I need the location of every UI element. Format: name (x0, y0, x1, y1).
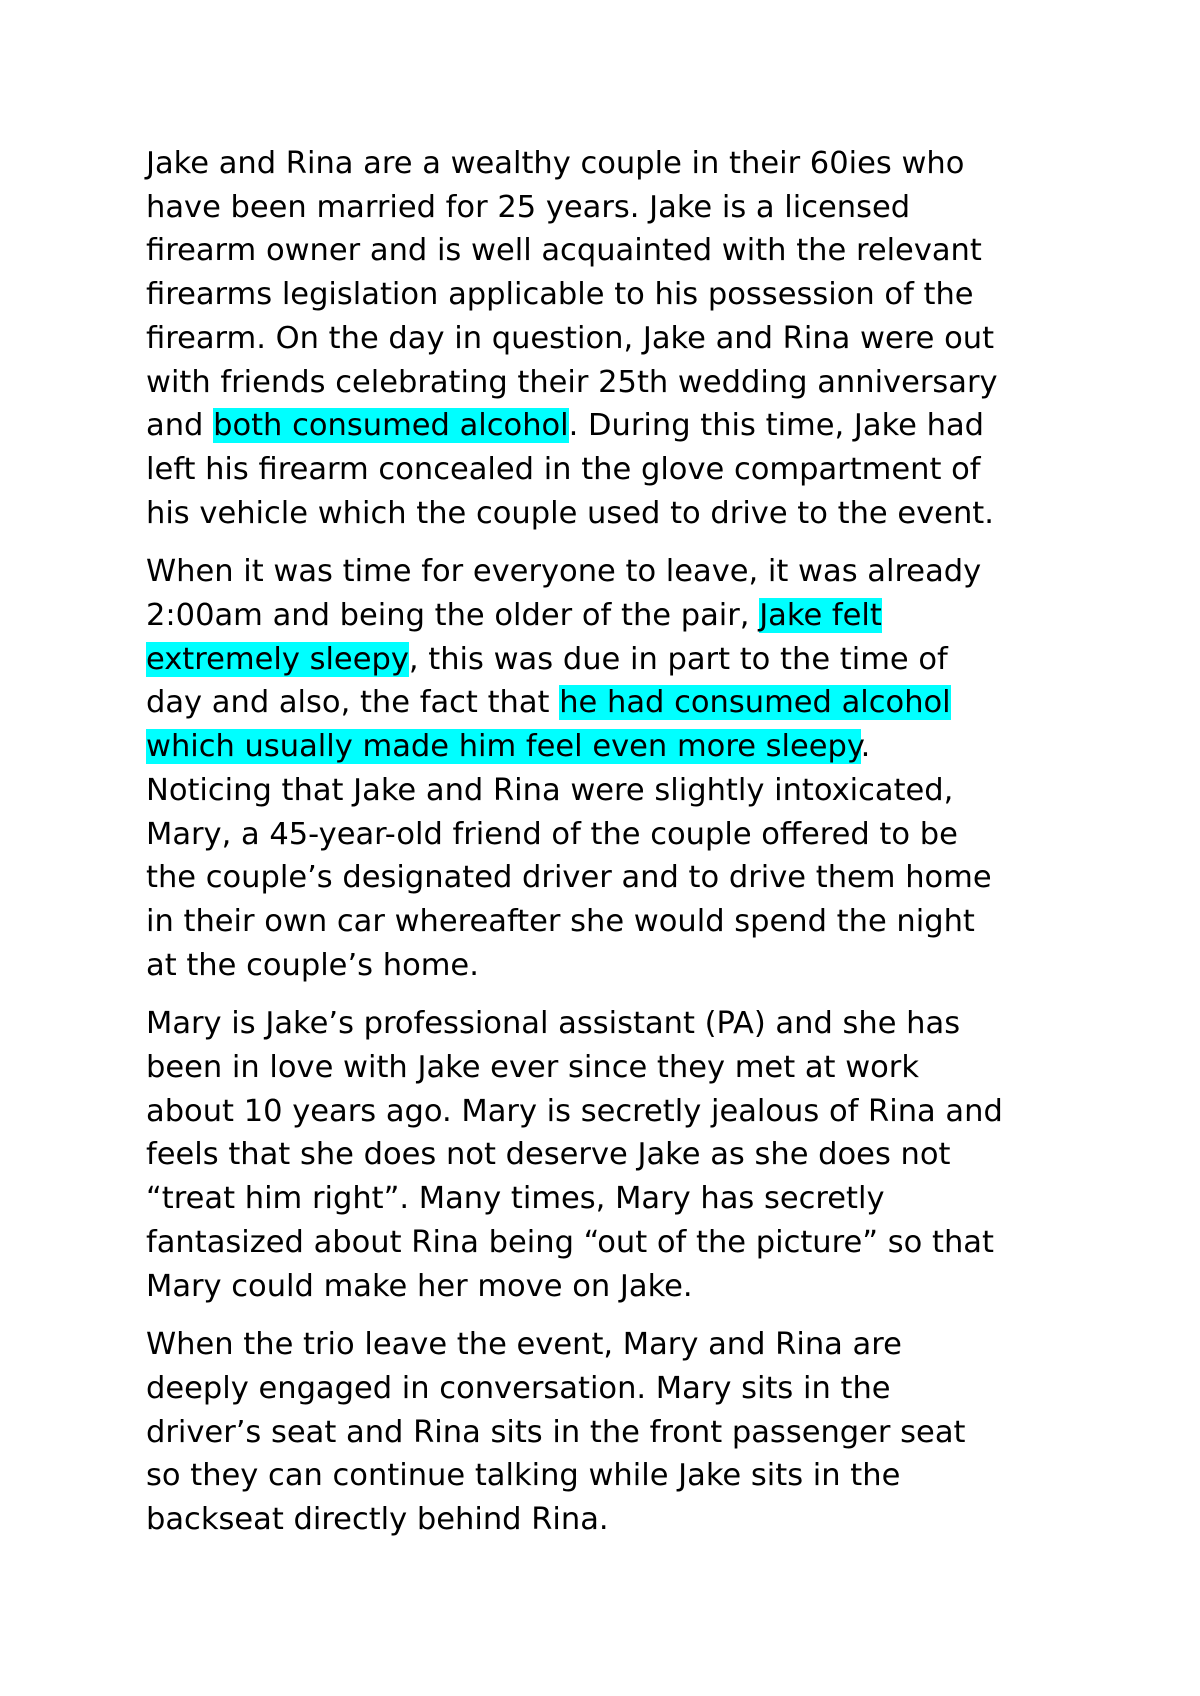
paragraph-1-line-8: left his firearm concealed in the glove compartment of (146, 451, 981, 487)
paragraph-3-line-4: feels that she does not deserve Jake as she does not (146, 1137, 951, 1173)
paragraph-spacing (146, 1308, 1076, 1323)
paragraph-4-line-2: deeply engaged in conversation. Mary sits in the (146, 1370, 891, 1406)
paragraph-2-line-5: which usually made him feel even more sleepy. (146, 729, 871, 765)
paragraph-3-line-3: about 10 years ago. Mary is secretly jealous of Rina and (146, 1093, 1003, 1129)
paragraph-4-line-1: When the trio leave the event, Mary and Rina are (146, 1327, 902, 1363)
paragraph-2-line-2: 2:00am and being the older of the pair, Jake felt (146, 598, 882, 634)
paragraph-1-line-6: with friends celebrating their 25th wedding anniversary (146, 364, 998, 400)
paragraph-spacing (146, 535, 1076, 550)
paragraph-1-line-2: have been married for 25 years. Jake is a licensed (146, 189, 911, 225)
highlighted-text: extremely sleepy (146, 641, 409, 677)
paragraph-3-line-7: Mary could make her move on Jake. (146, 1268, 693, 1304)
highlighted-text: which usually made him feel even more sleepy (146, 729, 861, 765)
paragraph-2-line-1: When it was time for everyone to leave, it was already (146, 554, 982, 590)
paragraph-1-line-1: Jake and Rina are a wealthy couple in their 60ies who (146, 146, 965, 181)
document-body (146, 142, 1076, 1542)
paragraph-3-line-1: Mary is Jake’s professional assistant (PA) and she has (146, 1006, 961, 1042)
paragraph-2-line-3: extremely sleepy, this was due in part to the time of (146, 641, 948, 677)
paragraph-1-line-5: firearm. On the day in question, Jake and Rina were out (146, 320, 995, 356)
paragraph-2-line-8: the couple’s designated driver and to drive them home (146, 860, 992, 896)
paragraph-2-line-7: Mary, a 45-year-old friend of the couple offered to be (146, 816, 958, 852)
paragraph-2-line-10: at the couple’s home. (146, 947, 479, 983)
paragraph-3-line-6: fantasized about Rina being “out of the picture” so that (146, 1224, 994, 1260)
paragraph-2-line-9: in their own car whereafter she would spend the night (146, 903, 975, 939)
paragraph-1-line-7: and both consumed alcohol. During this time, Jake had (146, 408, 985, 444)
paragraph-3-line-2: been in love with Jake ever since they met at work (146, 1050, 919, 1086)
paragraph-4-line-3: driver’s seat and Rina sits in the front passenger seat (146, 1414, 966, 1450)
paragraph-4-line-4: so they can continue talking while Jake sits in the (146, 1458, 901, 1494)
highlighted-text: both consumed alcohol (213, 408, 569, 444)
paragraph-1-line-3: firearm owner and is well acquainted with the relevant (146, 233, 982, 269)
paragraph-2-line-6: Noticing that Jake and Rina were slightly intoxicated, (146, 772, 954, 808)
highlighted-text: he had consumed alcohol (559, 685, 951, 721)
paragraph-1-line-9: his vehicle which the couple used to drive to the event. (146, 495, 994, 531)
paragraph-4-line-5: backseat directly behind Rina. (146, 1502, 609, 1538)
highlighted-text: Jake felt (759, 598, 882, 634)
paragraph-1-line-4: firearms legislation applicable to his possession of the (146, 277, 974, 313)
paragraph-2-line-4: day and also, the fact that he had consumed alcohol (146, 685, 951, 721)
paragraph-3-line-5: “treat him right”. Many times, Mary has secretly (146, 1181, 885, 1217)
paragraph-spacing (146, 987, 1076, 1002)
